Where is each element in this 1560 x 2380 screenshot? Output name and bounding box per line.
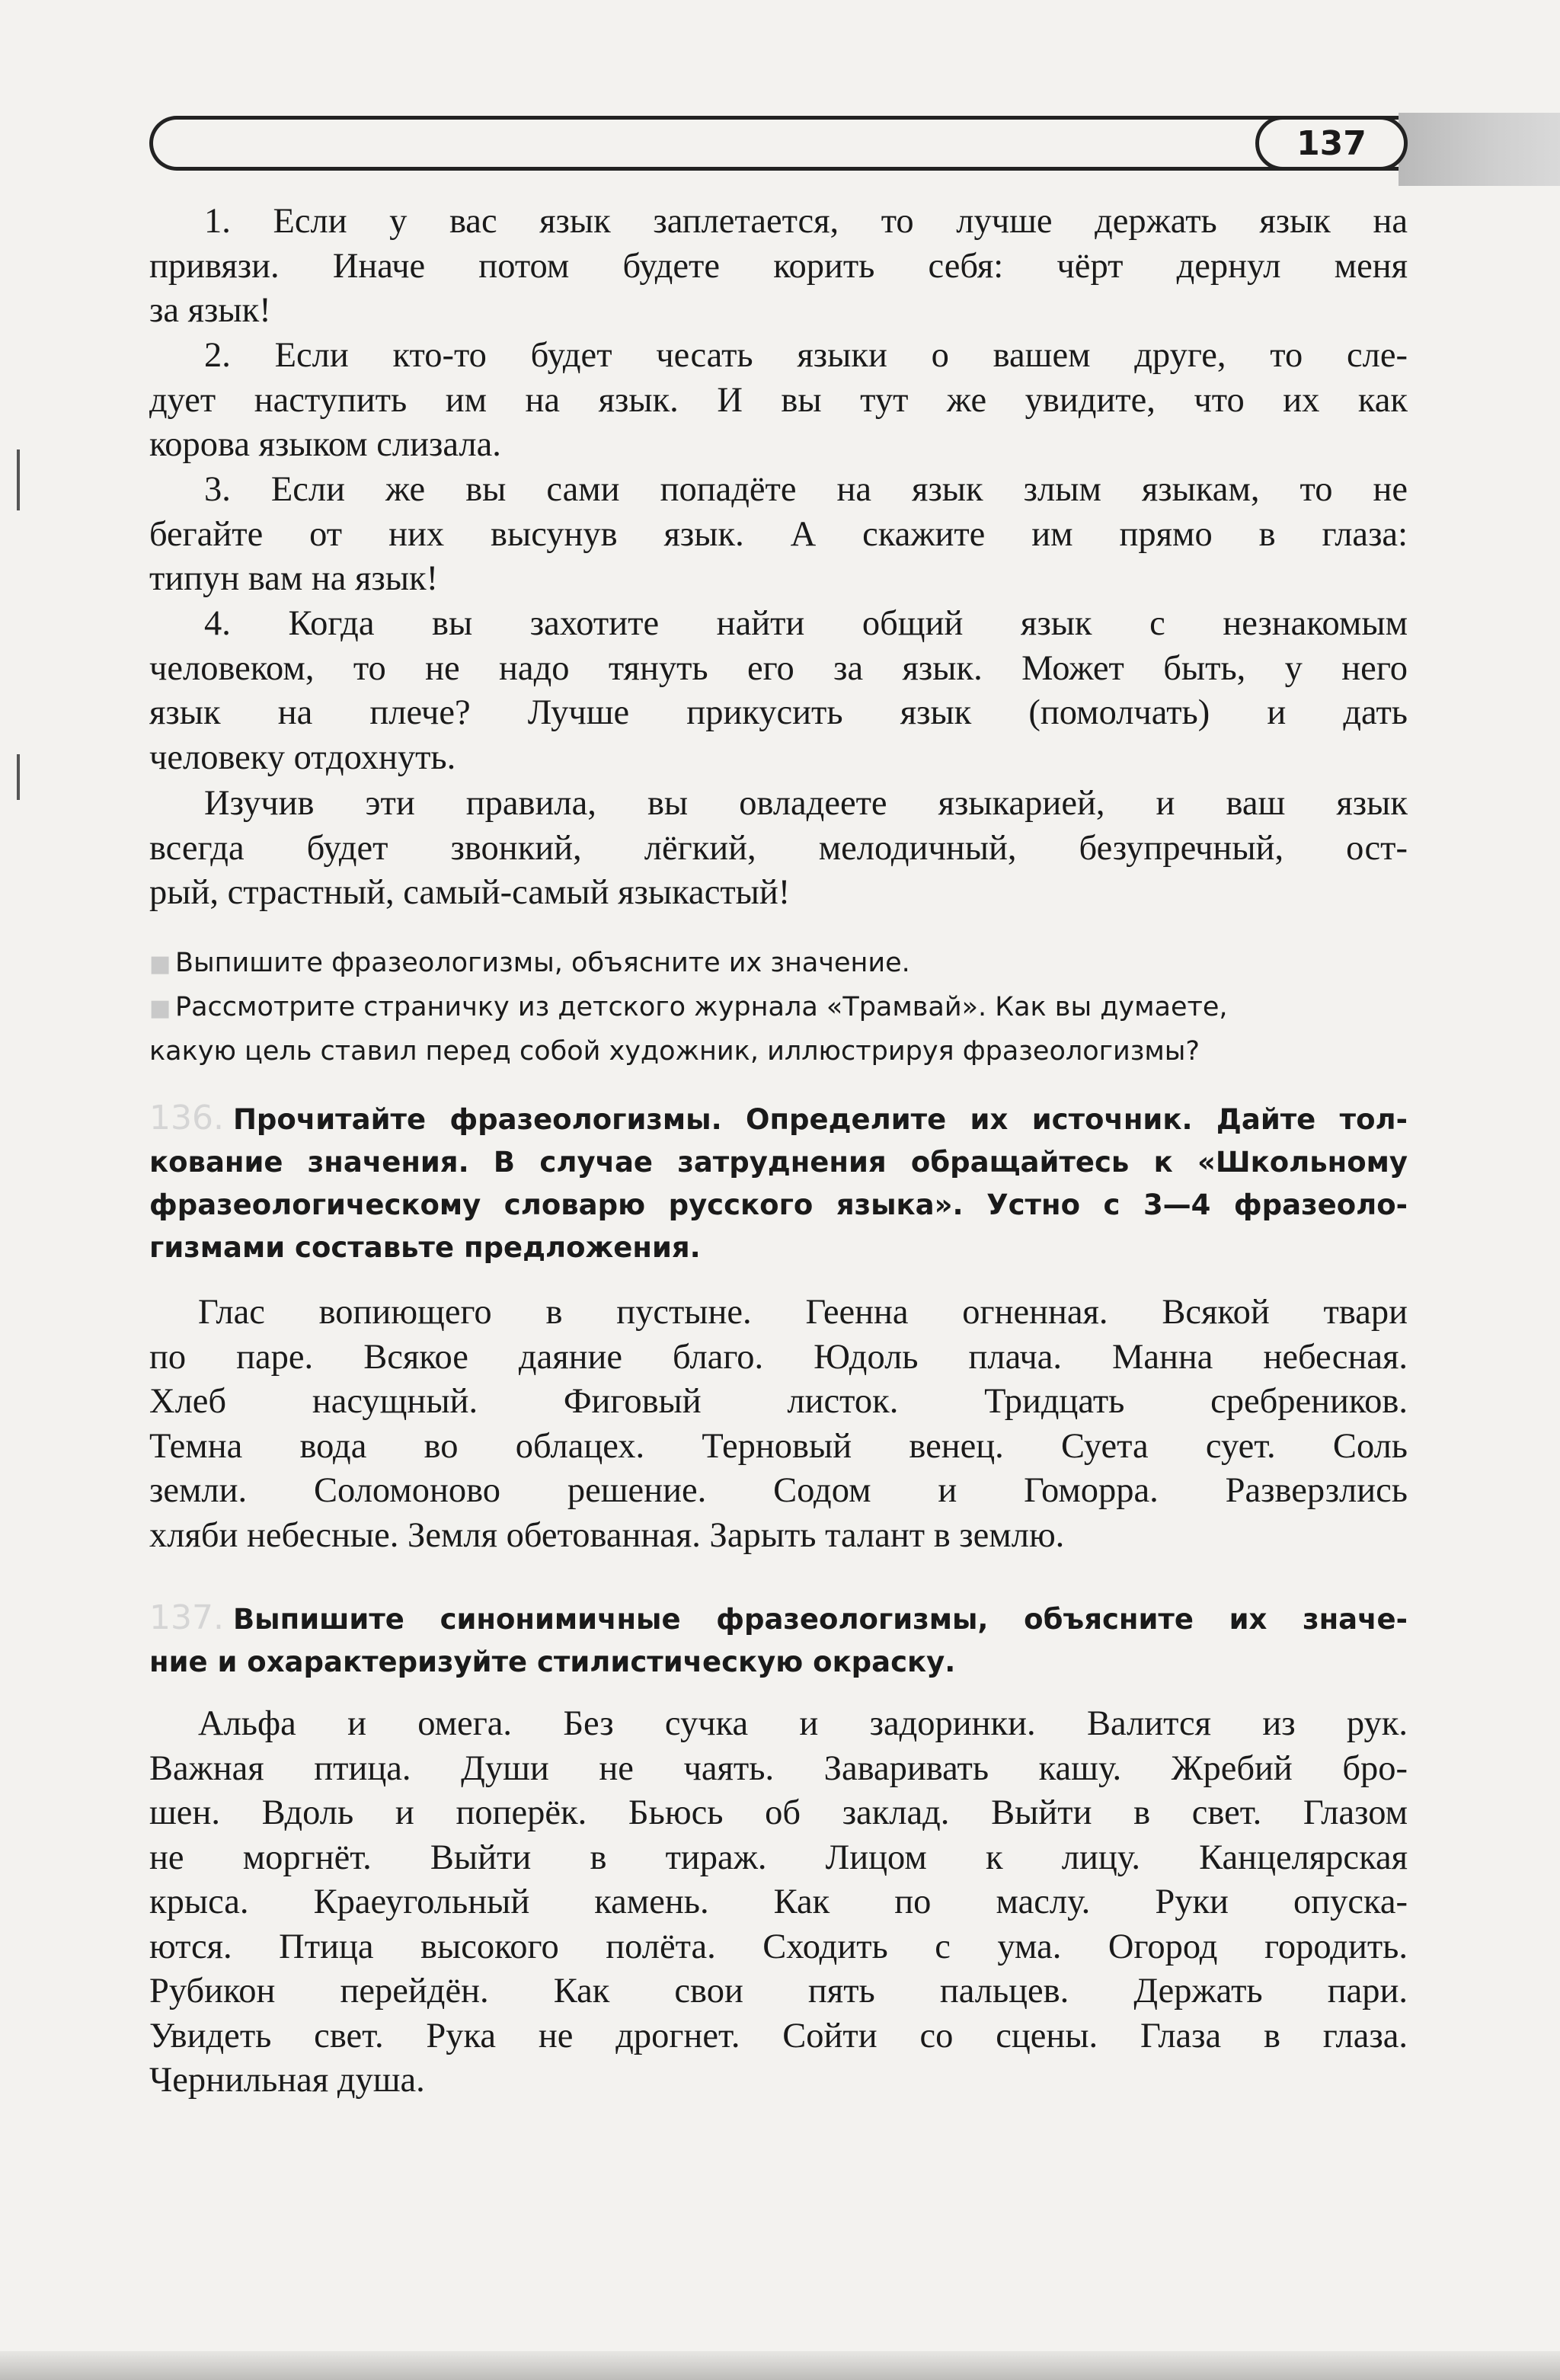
page-number-text: 137 <box>1296 123 1367 163</box>
text-line: 2. Если кто-то будет чесать языки о вашем друге, то сле- <box>204 336 1408 375</box>
text-line: 1. Если у вас язык заплетается, то лучше держать язык на <box>204 202 1408 241</box>
text-line: Глас вопиющего в пустыне. Геенна огненная. Всякой твари <box>198 1293 1408 1332</box>
task-notes <box>149 942 1408 1073</box>
text-line: Изучив эти правила, вы овладеете языкарией, и ваш язык <box>204 784 1408 823</box>
note-text: какую цель ставил перед собой художник, иллюстрируя фразеологизмы? <box>149 1036 1200 1067</box>
margin-mark <box>17 754 20 800</box>
task-line: ние и охарактеризуйте стилистическую окраску. <box>149 1646 956 1678</box>
text-line: язык на плече? Лучше прикусить язык (помолчать) и дать <box>149 693 1408 732</box>
text-line: 3. Если же вы сами попадёте на язык злым языкам, то не <box>204 470 1408 509</box>
exercise-number: 136. <box>149 1099 224 1137</box>
text-line: Альфа и омега. Без сучка и задоринки. Валится из рук. <box>198 1704 1408 1743</box>
bullet-icon: ■ <box>149 951 171 977</box>
margin-mark <box>17 449 20 510</box>
text-line: Важная птица. Души не чаять. Заваривать кашу. Жребий бро- <box>149 1748 1408 1788</box>
rule-paragraph-2 <box>149 334 1408 468</box>
task-text: Выпишите синонимичные фразеологизмы, объясните их значе- <box>232 1603 1408 1636</box>
text-line: не моргнёт. Выйти в тираж. Лицом к лицу. Канцелярская <box>149 1838 1408 1877</box>
exercise-137-text <box>149 1702 1408 2103</box>
task-line: фразеологическому словарю русского языка». Устно с 3—4 фразеоло- <box>149 1188 1408 1221</box>
note-text: Рассмотрите страничку из детского журнала «Трамвай». Как вы думаете, <box>175 992 1228 1022</box>
task-line <box>149 1597 1408 1641</box>
rule-paragraph-1 <box>149 200 1408 334</box>
task-text: Прочитайте фразеологизмы. Определите их источник. Дайте тол- <box>232 1103 1408 1136</box>
text-line: Темна вода во облацех. Терновый венец. Суета сует. Соль <box>149 1426 1408 1466</box>
note-line <box>149 986 1408 1030</box>
exercise-number: 137. <box>149 1598 224 1637</box>
text-line: Увидеть свет. Рука не дрогнет. Сойти со сцены. Глаза в глаза. <box>149 2016 1408 2055</box>
text-line: человеку отдохнуть. <box>149 737 456 777</box>
text-line: рый, страстный, самый-самый языкастый! <box>149 873 791 912</box>
page-number <box>1255 116 1408 171</box>
note-line <box>149 942 1408 986</box>
task-line <box>149 1097 1408 1141</box>
task-line: кование значения. В случае затруднения обращайтесь к «Школьному <box>149 1146 1408 1179</box>
note-text: Выпишите фразеологизмы, объясните их значение. <box>175 948 910 978</box>
task-line: гизмами составьте предложения. <box>149 1231 701 1264</box>
note-line <box>149 1030 1408 1073</box>
rule-paragraph-3 <box>149 468 1408 602</box>
text-line: Чернильная душа. <box>149 2061 425 2100</box>
text-line: хляби небесные. Земля обетованная. Зарыть талант в землю. <box>149 1515 1065 1555</box>
header-band <box>149 116 1399 171</box>
text-line: ются. Птица высокого полёта. Сходить с ума. Огород городить. <box>149 1927 1408 1966</box>
scan-edge <box>0 2351 1560 2380</box>
text-line: земли. Соломоново решение. Содом и Гоморра. Разверзлись <box>149 1471 1408 1510</box>
rule-paragraph-4 <box>149 602 1408 780</box>
exercise-137-task <box>149 1597 1408 1684</box>
text-line: 4. Когда вы захотите найти общий язык с незнакомым <box>204 604 1408 643</box>
exercise-136-task <box>149 1097 1408 1269</box>
text-line: крыса. Краеугольный камень. Как по маслу. Руки опуска- <box>149 1883 1408 1921</box>
text-line: всегда будет звонкий, лёгкий, мелодичный, безупречный, ост- <box>149 828 1408 868</box>
text-line: по паре. Всякое даяние благо. Юдоль плача. Манна небесная. <box>149 1337 1408 1377</box>
text-line: за язык! <box>149 291 271 330</box>
text-line: дует наступить им на язык. И вы тут же увидите, что их как <box>149 380 1408 420</box>
text-line: корова языком слизала. <box>149 425 501 464</box>
text-line: типун вам на язык! <box>149 559 439 598</box>
text-line: человеком, то не надо тянуть его за язык. Может быть, у него <box>149 648 1408 688</box>
text-line: Хлеб насущный. Фиговый листок. Тридцать сребреников. <box>149 1382 1408 1421</box>
bullet-icon: ■ <box>149 995 171 1022</box>
header-shade <box>1399 113 1560 186</box>
text-line: привязи. Иначе потом будете корить себя: чёрт дернул меня <box>149 246 1408 286</box>
text-line: шен. Вдоль и поперёк. Бьюсь об заклад. Выйти в свет. Глазом <box>149 1793 1408 1832</box>
conclusion-paragraph <box>149 782 1408 916</box>
text-line: бегайте от них высунув язык. А скажите им прямо в глаза: <box>149 514 1408 554</box>
text-line: Рубикон перейдён. Как свои пять пальцев. Держать пари. <box>149 1972 1408 2011</box>
exercise-136-text <box>149 1291 1408 1558</box>
